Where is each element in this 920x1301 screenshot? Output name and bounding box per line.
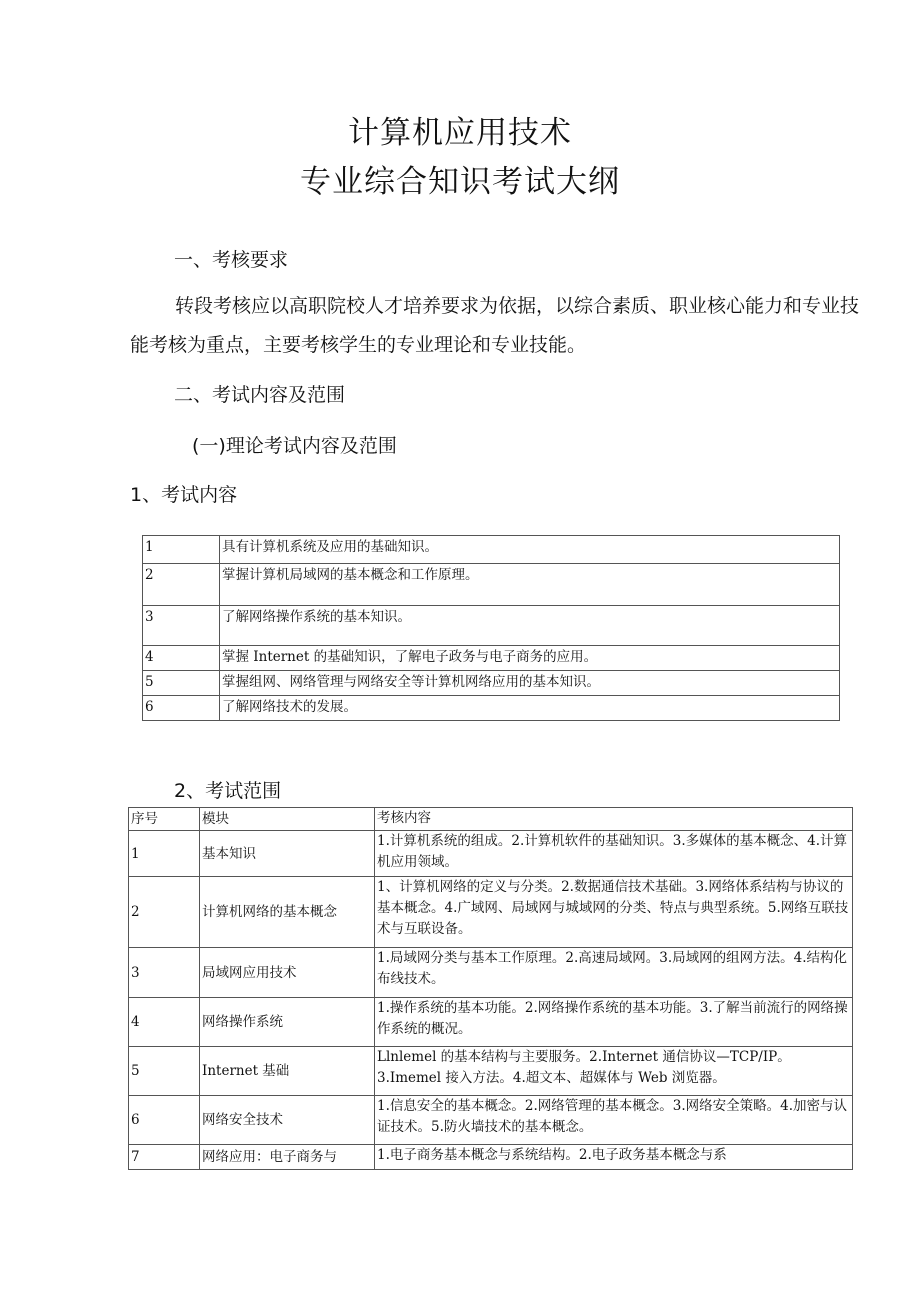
document-title-line1: 计算机应用技术 [348,115,572,151]
row-number: 5 [143,671,220,696]
table-row [129,1145,853,1170]
row-module: Internet 基础 [200,1047,375,1096]
exam-content-table [142,535,840,721]
section2-heading: 二、考试内容及范围 [174,384,346,406]
row-number: 6 [143,696,220,721]
row-number: 7 [129,1145,200,1170]
table-row [129,877,853,948]
section2-subheading: (一)理论考试内容及范围 [192,435,397,457]
document-title-line2: 专业综合知识考试大纲 [300,164,620,200]
row-text: 了解网络技术的发展。 [220,696,840,721]
table-row [143,696,840,721]
row-module: 计算机网络的基本概念 [200,877,375,948]
row-text: 掌握计算机局域网的基本概念和工作原理。 [220,564,840,606]
row-text: 具有计算机系统及应用的基础知识。 [220,536,840,564]
row-number: 3 [129,948,200,998]
row-module: 基本知识 [200,831,375,877]
row-content: 1.局域网分类与基本工作原理。2.高速局域网。3.局域网的组网方法。4.结构化布线技术。 [375,948,853,998]
table-row [129,998,853,1047]
row-module: 网络应用：电子商务与 [200,1145,375,1170]
row-number: 4 [143,646,220,671]
row-content: 1.操作系统的基本功能。2.网络操作系统的基本功能。3.了解当前流行的网络操作系统的概况。 [375,998,853,1047]
row-number: 2 [143,564,220,606]
row-number: 4 [129,998,200,1047]
exam-content-heading: 1、考试内容 [130,484,238,506]
row-module: 局域网应用技术 [200,948,375,998]
section1-paragraph: 转段考核应以高职院校人才培养要求为依据，以综合素质、职业核心能力和专业技能考核为重点，主要考核学生的专业理论和专业技能。 [130,295,860,356]
table-row [129,1096,853,1145]
exam-scope-heading: 2、考试范围 [174,780,282,802]
row-content: 1.计算机系统的组成。2.计算机软件的基础知识。3.多媒体的基本概念、4.计算机应用领域。 [375,831,853,877]
exam-scope-table [128,807,853,1170]
row-number: 1 [143,536,220,564]
header-cell-number: 序号 [129,808,200,831]
row-module: 网络操作系统 [200,998,375,1047]
row-content: 1.信息安全的基本概念。2.网络管理的基本概念。3.网络安全策略。4.加密与认证技术。5.防火墙技术的基本概念。 [375,1096,853,1145]
table-row [143,646,840,671]
row-content: 1、计算机网络的定义与分类。2.数据通信技术基础。3.网络体系结构与协议的基本概念。4.广域网、局域网与城域网的分类、特点与典型系统。5.网络互联技术与互联设备。 [375,877,853,948]
table-row [143,536,840,564]
table-row [129,831,853,877]
row-module: 网络安全技术 [200,1096,375,1145]
table-row [129,948,853,998]
row-text: 掌握组网、网络管理与网络安全等计算机网络应用的基本知识。 [220,671,840,696]
section1-heading: 一、考核要求 [174,249,289,271]
row-content: 1.电子商务基本概念与系统结构。2.电子政务基本概念与系 [375,1145,853,1170]
header-cell-content: 考核内容 [375,808,853,831]
row-number: 1 [129,831,200,877]
header-cell-module: 模块 [200,808,375,831]
row-content: Llnlemel 的基本结构与主要服务。2.Internet 通信协议—TCP/IP。3.Imemel 接入方法。4.超文本、超媒体与 Web 浏览器。 [375,1047,853,1096]
row-number: 5 [129,1047,200,1096]
table-row [143,606,840,646]
row-text: 了解网络操作系统的基本知识。 [220,606,840,646]
table-row [143,564,840,606]
row-number: 3 [143,606,220,646]
table-row [143,671,840,696]
table-header-row [129,808,853,831]
row-text: 掌握 Internet 的基础知识，了解电子政务与电子商务的应用。 [220,646,840,671]
row-number: 2 [129,877,200,948]
table-row [129,1047,853,1096]
row-number: 6 [129,1096,200,1145]
